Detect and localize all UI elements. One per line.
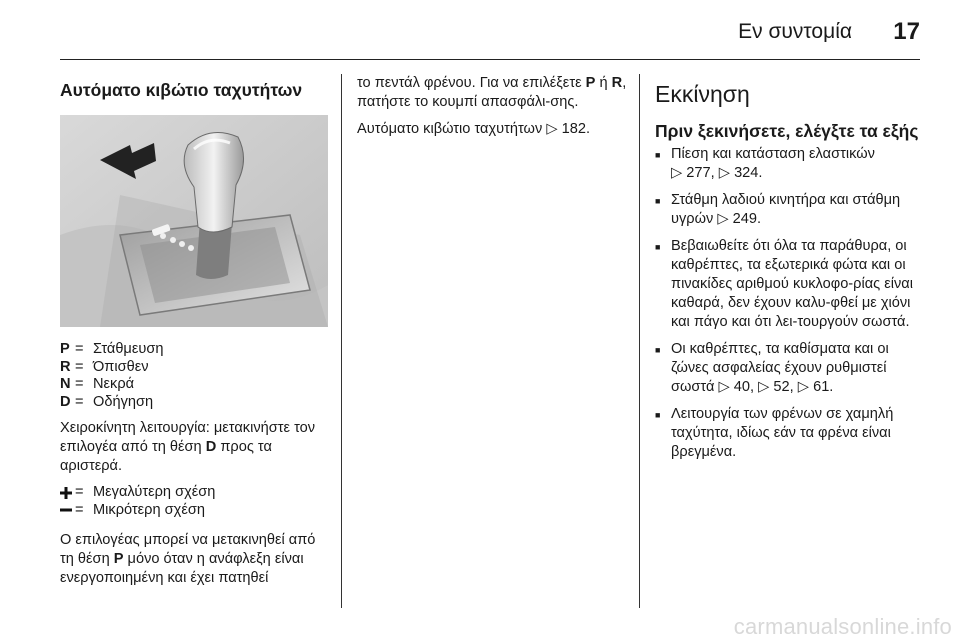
- legend-key: P: [60, 341, 70, 357]
- list-item-text: Λειτουργία των φρένων σε χαμηλή ταχύτητα, ιδίως εάν τα φρένα είναι βρεγμένα.: [671, 406, 894, 460]
- page-reference: 249.: [732, 211, 762, 227]
- column-2: [357, 74, 627, 139]
- legend-separator: =: [75, 484, 84, 500]
- starting-heading: Εκκίνηση: [655, 81, 750, 107]
- legend-row: [60, 376, 328, 394]
- paragraph-text: Ο επιλογέας μπορεί να μετακινηθεί από τη θέση: [60, 532, 316, 567]
- paragraph-text: προς τα αριστερά.: [60, 439, 272, 474]
- paragraph-text: Πίεση και κατάσταση ελαστικών: [671, 146, 875, 162]
- list-item: [655, 237, 925, 332]
- legend-separator: =: [75, 341, 84, 357]
- column-divider: [341, 74, 342, 608]
- bullet-icon: ■: [655, 242, 661, 252]
- legend-text: Όπισθεν: [93, 358, 149, 375]
- section-title: Εν συντομία: [738, 20, 852, 43]
- manual-mode-paragraph: [60, 419, 328, 476]
- list-item-text: [671, 191, 925, 229]
- page-ref-icon: ▷: [718, 379, 730, 395]
- cross-reference: [357, 120, 627, 139]
- sign-row: [60, 484, 328, 502]
- page-number: 17: [893, 18, 920, 45]
- paragraph-text: το πεντάλ φρένου. Για να επιλέξετε: [357, 75, 582, 91]
- gearbox-heading: Αυτόματο κιβώτιο ταχυτήτων: [60, 80, 303, 100]
- brake-paragraph: [357, 74, 627, 112]
- page-reference: 182.: [561, 121, 591, 137]
- page-ref-icon: ▷: [546, 121, 558, 137]
- shift-signs: [60, 484, 328, 519]
- page-ref-icon: ▷: [758, 379, 770, 395]
- gear-selector-photo: [60, 115, 328, 327]
- checklist: [655, 145, 925, 462]
- column-1: [60, 74, 328, 588]
- sign-row: [60, 502, 328, 520]
- legend-text: Στάθμευση: [93, 341, 164, 357]
- legend-row: [60, 359, 328, 377]
- list-item: [655, 405, 925, 462]
- gear-selector-illustration: [60, 115, 328, 327]
- paragraph-text: Χειροκίνητη λειτουργία: μετακινήστε τον επιλογέα από τη θέση: [60, 420, 316, 455]
- gear-key: P: [585, 75, 596, 91]
- gear-position-legend: [60, 341, 328, 411]
- reference-text: Αυτόματο κιβώτιο ταχυτήτων: [357, 121, 543, 137]
- list-item: [655, 191, 925, 229]
- watermark: carmanualsonline.info: [733, 614, 952, 639]
- page-ref-icon: ▷: [671, 165, 683, 181]
- list-item: [655, 145, 925, 183]
- sign-text: Μικρότερη σχέση: [93, 501, 205, 518]
- paragraph-text: ή: [599, 75, 608, 91]
- page-reference: 61.: [813, 379, 834, 395]
- page-reference: 324.: [734, 165, 763, 181]
- paragraph-text: Οι καθρέπτες, τα καθίσματα και οι ζώνες ασφαλείας έχουν ρυθμιστεί σωστά: [671, 341, 889, 395]
- list-item: [655, 340, 925, 397]
- plus-icon: [60, 487, 75, 499]
- gear-key: D: [205, 439, 217, 455]
- legend-separator: =: [75, 501, 84, 518]
- paragraph-text: , πατήστε το κουμπί απασφάλι-σης.: [357, 75, 627, 110]
- page-ref-icon: ▷: [717, 211, 729, 227]
- selector-paragraph: [60, 531, 328, 588]
- page-reference: 52,: [773, 379, 794, 395]
- list-item-text: Βεβαιωθείτε ότι όλα τα παράθυρα, οι καθρέπτες, τα εξωτερικά φώτα και οι πινακίδες αριθμού κυκλοφο-ρίας είναι καθαρά, δεν έχουν καλυ-φθεί με χιόνι και πάγο και ότι λει-τουργούν σωστά.: [671, 238, 913, 330]
- list-item-text: [671, 340, 925, 397]
- legend-separator: =: [75, 376, 84, 392]
- minus-icon: [60, 504, 75, 516]
- paragraph-text: Στάθμη λαδιού κινητήρα και στάθμη υγρών: [671, 192, 901, 227]
- bullet-icon: ■: [655, 150, 661, 160]
- gear-key: R: [611, 75, 623, 91]
- bullet-icon: ■: [655, 410, 661, 420]
- column-divider: [639, 74, 640, 608]
- legend-text: Οδήγηση: [93, 393, 154, 410]
- page-ref-icon: ▷: [718, 165, 730, 181]
- sign-text: Μεγαλύτερη σχέση: [93, 484, 216, 500]
- list-item-text: [671, 145, 925, 183]
- legend-key: N: [60, 376, 71, 392]
- checklist-heading: Πριν ξεκινήσετε, ελέγξτε τα εξής: [655, 121, 919, 141]
- legend-separator: =: [75, 358, 84, 375]
- gear-key: P: [113, 551, 124, 567]
- column-3: [655, 74, 925, 470]
- legend-text: Νεκρά: [93, 376, 135, 392]
- bullet-icon: ■: [655, 345, 661, 355]
- page-reference: 40,: [733, 379, 755, 395]
- legend-separator: =: [75, 393, 84, 410]
- page-header: [60, 0, 920, 60]
- page-ref-icon: ▷: [797, 379, 810, 395]
- page-reference: 277,: [686, 165, 715, 181]
- bullet-icon: ■: [655, 196, 661, 206]
- paragraph-text: μόνο όταν η ανάφλεξη είναι ενεργοποιημένη και έχει πατηθεί: [60, 551, 304, 586]
- legend-row: [60, 394, 328, 412]
- legend-key: R: [60, 358, 71, 375]
- legend-row: [60, 341, 328, 359]
- legend-key: D: [60, 393, 71, 410]
